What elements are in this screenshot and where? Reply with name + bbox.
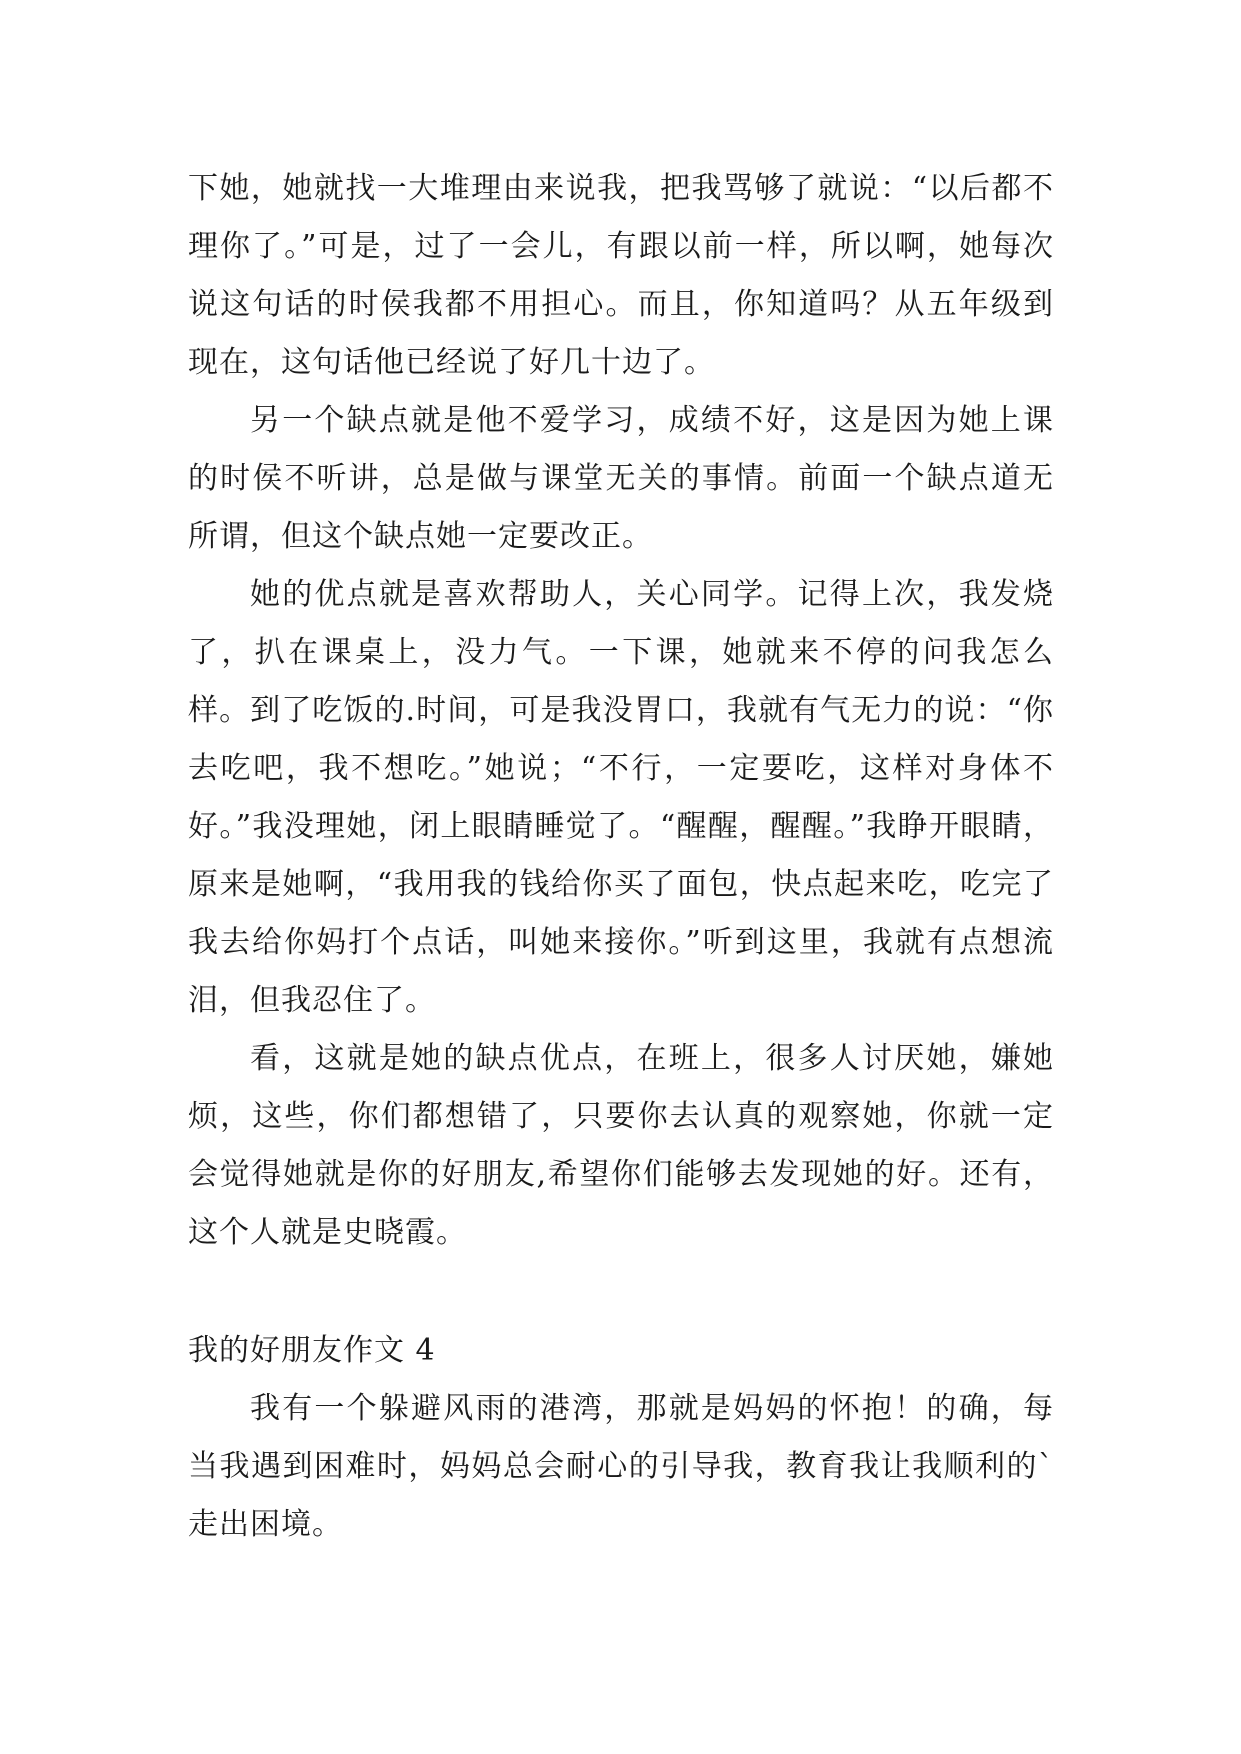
paragraph-continuation: 下她，她就找一大堆理由来说我，把我骂够了就说：“以后都不理你了。”可是，过了一会儿，有跟以前一样，所以啊，她每次说这句话的时侯我都不用担心。而且，你知道吗？从五年级到现在，这句话他已经说了好几十边了。 — [188, 171, 1054, 380]
document-body — [188, 160, 1054, 1554]
paragraph-conclusion: 看，这就是她的缺点优点，在班上，很多人讨厌她，嫌她烦，这些，你们都想错了，只要你去认真的观察她，你就一定会觉得她就是你的好朋友,希望你们能够去发现她的好。还有，这个人就是史晓霞。 — [188, 1041, 1054, 1250]
paragraph-essay-4-intro: 我有一个躲避风雨的港湾，那就是妈妈的怀抱！的确，每当我遇到困难时，妈妈总会耐心的引导我，教育我让我顺利的`走出困境。 — [188, 1391, 1054, 1542]
paragraph-strength: 她的优点就是喜欢帮助人，关心同学。记得上次，我发烧了，扒在课桌上，没力气。一下课，她就来不停的问我怎么样。到了吃饭的.时间，可是我没胃口，我就有气无力的说：“你去吃吧，我不想吃。”她说；“不行，一定要吃，这样对身体不好。”我没理她，闭上眼睛睡觉了。“醒醒，醒醒。”我睁开眼睛，原来是她啊，“我用我的钱给你买了面包，快点起来吃，吃完了我去给你妈打个点话，叫她来接你。”听到这里，我就有点想流泪，但我忍住了。 — [188, 577, 1054, 1018]
section-heading: 我的好朋友作文 4 — [188, 1333, 436, 1368]
paragraph-shortcoming: 另一个缺点就是他不爱学习，成绩不好，这是因为她上课的时侯不听讲，总是做与课堂无关的事情。前面一个缺点道无所谓，但这个缺点她一定要改正。 — [188, 403, 1054, 554]
